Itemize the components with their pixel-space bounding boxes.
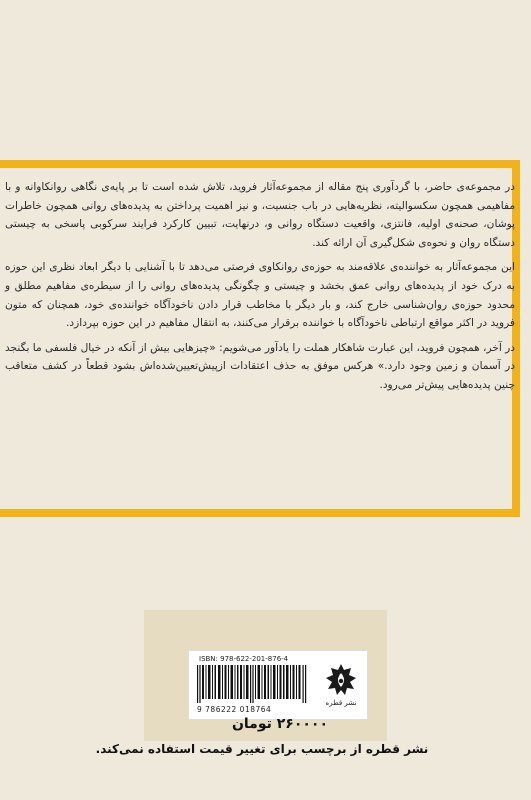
- barcode-sticker: [188, 650, 368, 720]
- price-text: ۲۶۰۰۰۰ تومان: [231, 716, 329, 732]
- publisher-logo-icon: [324, 663, 358, 697]
- publisher-logo: [319, 663, 363, 711]
- publisher-name: نشر قطره: [325, 699, 357, 707]
- blurb-text: [5, 178, 515, 401]
- price-sticker-notice: نشر قطره از برچسب برای تغییر قیمت استفاده نمی‌کند.: [95, 742, 429, 756]
- blurb-paragraph-2: این مجموعه‌آثار به خواننده‌ی علاقه‌مند به حوزه‌ی روانکاوی فرصتی می‌دهد تا با آشنایی با دیگر ابعاد نظری این حوزه به درک خود از پدیده‌های روانی عمق بخشد و چیستی و چگونگی پدیده‌های روانی را از سیطره‌ی مفاهیم مطلق و محدود حوزه‌ی روان‌شناسی خارج کند، و بار دیگر با مخاطب قرار دادن ناخودآگاه خواننده‌ی خود، همچنان که متون فروید در اکثر مواقع ارتباطی ناخودآگاه با خواننده برقرار می‌کنند، به انتقال مفاهیم در این حوزه بپردازد.: [5, 261, 515, 330]
- isbn-text: ISBN: 978-622-201-876-4: [199, 655, 289, 663]
- barcode-icon: [197, 665, 307, 703]
- blurb-paragraph-3: در آخر، همچون فروید، این عبارت شاهکار هملت را یادآور می‌شویم: «چیزهایی بیش از آنکه در خیال فلسفی ما بگنجد در آسمان و زمین وجود دارد.» هرکس موفق به حذف اعتقادات ازپیش‌تعیین‌شده‌اش بشود قطعاً در کشف متعاقب چنین پدیده‌هایی پیش‌تر می‌رود.: [5, 341, 515, 391]
- blurb-paragraph-1: در مجموعه‌ی حاضر، با گردآوری پنج مقاله از مجموعه‌آثار فروید، تلاش شده است تا بر پایه‌ی نگاهی روانکاوانه و با مفاهیمی همچون سکسوالیته، نظریه‌هایی در باب جنسیت، و نیز اهمیت پرداختن به پدیده‌های روانی همچون خاطرات پوشان، صحنه‌ی اولیه، فانتزی، واقعیت دستگاه روانی و، درنهایت، تبیین کارکرد فرایند سرکوبی پاسخی به چیستی دستگاه روان و نحوه‌ی شکل‌گیری آن ارائه کند.: [5, 181, 515, 249]
- barcode-digits: 9 786222 018764: [197, 705, 272, 714]
